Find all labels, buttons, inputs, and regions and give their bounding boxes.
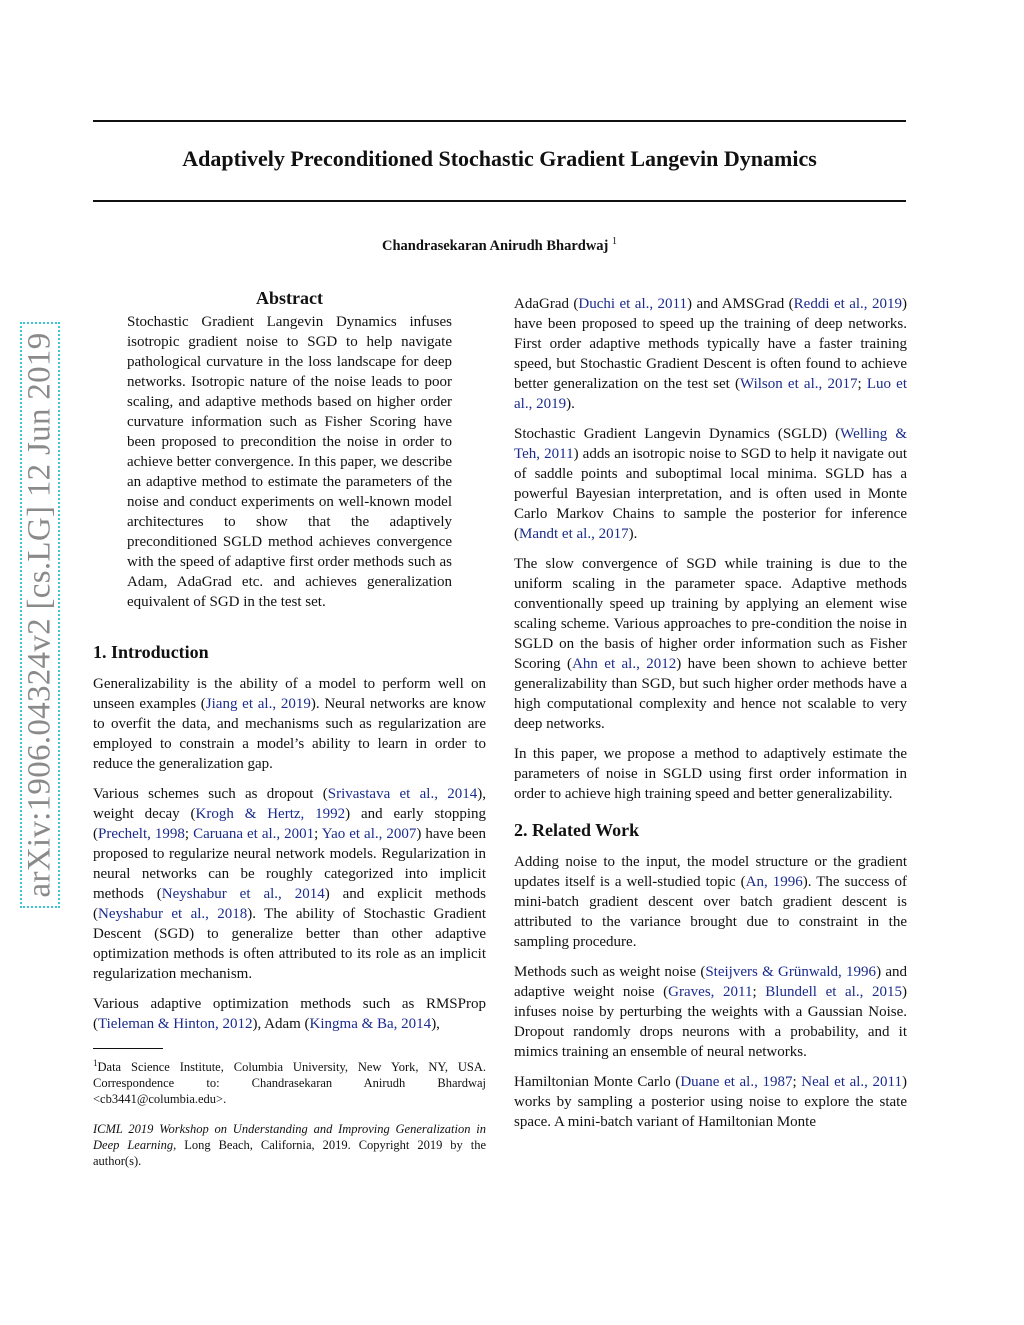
intro-paragraph-5: Stochastic Gradient Langevin Dynamics (SGLD) (Welling & Teh, 2011) adds an isotropic noise to SGD to help it navigate out of saddle points and suboptimal local minima. SGLD has a powerful Bayesian interpretation, and is often used in Monte Carlo Markov Chains to sample the posterior for inference (Mandt et al., 2017). xyxy=(514,426,908,542)
author-affiliation-mark: 1 xyxy=(612,236,618,247)
intro-paragraph-2: Various schemes such as dropout (Srivastava et al., 2014), weight decay (Krogh & Hertz, 1992) and early stopping (Prechelt, 1998; Caruana et al., 2001; Yao et al., 2007) have been proposed to regularize neural network models. Regularization in neural networks can be roughly categorized into implicit methods (Neyshabur et al., 2014) and explicit methods (Neyshabur et al., 2018). The ability of Stochastic Gradient Descent (SGD) to generalize better than other adaptive optimization methods is often attributed to its role as an implicit regularization mechanism. xyxy=(93,786,487,982)
footnote-affiliation-text: Data Science Institute, Columbia University, New York, NY, USA. Correspondence to: Chandrasekaran Anirudh Bhardwaj <cb3441@columbia.edu>. xyxy=(93,1060,486,1107)
citation-link[interactable]: Mandt et al., 2017 xyxy=(519,526,629,542)
right-column xyxy=(514,294,907,1142)
citation-link[interactable]: Yao et al., 2007 xyxy=(321,826,417,842)
citation-link[interactable]: Blundell et al., 2015 xyxy=(765,984,902,1000)
abstract-heading: Abstract xyxy=(256,288,323,308)
footnote-mark: 1 xyxy=(93,1058,98,1068)
author-name: Chandrasekaran Anirudh Bhardwaj xyxy=(381,237,609,254)
citation-link[interactable]: Prechelt, 1998 xyxy=(98,826,185,842)
citation-link[interactable]: Ahn et al., 2012 xyxy=(572,656,677,672)
intro-paragraph-4: AdaGrad (Duchi et al., 2011) and AMSGrad (Reddi et al., 2019) have been proposed to speed up the training of deep networks. First order adaptive methods typically have a faster training speed, but Stochastic Gradient Descent is often found to achieve better generalization on the test set (Wilson et al., 2017; Luo et al., 2019). xyxy=(514,296,907,412)
citation-link[interactable]: Tieleman & Hinton, 2012 xyxy=(98,1016,253,1032)
citation-link[interactable]: Srivastava et al., 2014 xyxy=(327,786,478,802)
section-heading-introduction: 1. Introduction xyxy=(93,642,209,662)
related-paragraph-2: Methods such as weight noise (Steijvers & Grünwald, 1996) and adaptive weight noise (Graves, 2011; Blundell et al., 2015) infuses noise by perturbing the weights with a Gaussian Noise. Dropout randomly drops neurons with a probability, and it mimics training an ensemble of neural networks. xyxy=(514,964,907,1060)
citation-link[interactable]: Caruana et al., 2001 xyxy=(193,826,315,842)
citation-link[interactable]: Jiang et al., 2019 xyxy=(205,696,311,712)
arxiv-stamp[interactable] xyxy=(20,322,60,908)
left-column xyxy=(93,288,486,1183)
citation-link[interactable]: Luo et al., 2019 xyxy=(514,376,907,412)
title-rule-bottom xyxy=(93,200,906,202)
related-paragraph-3: Hamiltonian Monte Carlo (Duane et al., 1987; Neal et al., 2011) works by sampling a posterior using noise to explore the state space. A mini-batch variant of Hamiltonian Monte xyxy=(514,1074,907,1130)
paper-title: Adaptively Preconditioned Stochastic Gradient Langevin Dynamics xyxy=(182,146,817,171)
citation-link[interactable]: Graves, 2011 xyxy=(668,984,753,1000)
intro-paragraph-7: In this paper, we propose a method to adaptively estimate the parameters of noise in SGLD using first order information in order to achieve high training speed and better generalizability. xyxy=(514,746,907,802)
footnote-venue xyxy=(93,1121,486,1169)
citation-link[interactable]: Kingma & Ba, 2014 xyxy=(309,1016,432,1032)
citation-link[interactable]: Wilson et al., 2017 xyxy=(740,376,858,392)
author-line xyxy=(93,236,906,255)
footnote-affiliation xyxy=(93,1055,486,1107)
citation-link[interactable]: Welling & Teh, 2011 xyxy=(514,426,907,462)
citation-link[interactable]: Neyshabur et al., 2014 xyxy=(161,886,325,902)
intro-paragraph-6: The slow convergence of SGD while training is due to the uniform scaling in the parameter space. Adaptive methods conventionally speed up training by applying an element wise scaling scheme. Various approaches to pre-condition the noise in SGLD on the basis of higher order information such as Fisher Scoring (Ahn et al., 2012) have been shown to achieve better generalizability than SGD, but such higher order methods have a high computational complexity and hence not scalable to very deep networks. xyxy=(514,556,907,732)
citation-link[interactable]: Duane et al., 1987 xyxy=(680,1074,793,1090)
venue-details: , Long Beach, California, 2019. Copyright 2019 by the author(s). xyxy=(93,1138,487,1169)
footnote-rule xyxy=(93,1048,163,1049)
citation-link[interactable]: Steijvers & Grünwald, 1996 xyxy=(705,964,877,980)
title-rule-top xyxy=(93,120,906,122)
abstract-text: Stochastic Gradient Langevin Dynamics infuses isotropic gradient noise to SGD to help navigate pathological curvature in the loss landscape for deep networks. Isotropic nature of the noise leads to poor scaling, and adaptive methods based on higher order curvature information such as Fisher Scoring have been proposed to precondition the noise in order to achieve better convergence. In this paper, we describe an adaptive method to estimate the parameters of the noise and conduct experiments on well-known model architectures to show that the adaptively preconditioned SGLD method achieves convergence with the speed of adaptive first order methods such as Adam, AdaGrad etc. and achieves generalization equivalent of SGD in the test set. xyxy=(127,314,452,610)
citation-link[interactable]: Neal et al., 2011 xyxy=(801,1074,902,1090)
venue-name: ICML 2019 Workshop on Understanding and Improving Generalization in Deep Learning xyxy=(93,1122,486,1153)
citation-link[interactable]: Duchi et al., 2011 xyxy=(578,296,688,312)
intro-paragraph-1: Generalizability is the ability of a model to perform well on unseen examples (Jiang et al., 2019). Neural networks are know to overfit the data, and mechanisms such as regularization are employed to constrain a model’s ability to learn in order to reduce the generalization gap. xyxy=(93,676,486,772)
citation-link[interactable]: Neyshabur et al., 2018 xyxy=(98,906,248,922)
related-paragraph-1: Adding noise to the input, the model structure or the gradient updates itself is a well-studied topic (An, 1996). The success of mini-batch gradient descent over batch gradient descent is attributed to the variance brought due to constraint in the sampling procedure. xyxy=(514,854,907,950)
citation-link[interactable]: Krogh & Hertz, 1992 xyxy=(195,806,346,822)
intro-paragraph-3: Various adaptive optimization methods such as RMSProp (Tieleman & Hinton, 2012), Adam (Kingma & Ba, 2014), xyxy=(93,996,486,1032)
section-heading-related-work: 2. Related Work xyxy=(514,820,640,840)
citation-link[interactable]: An, 1996 xyxy=(745,874,803,890)
arxiv-id: arXiv:1906.04324v2 [cs.LG] 12 Jun 2019 xyxy=(21,332,58,898)
citation-link[interactable]: Reddi et al., 2019 xyxy=(793,296,902,312)
